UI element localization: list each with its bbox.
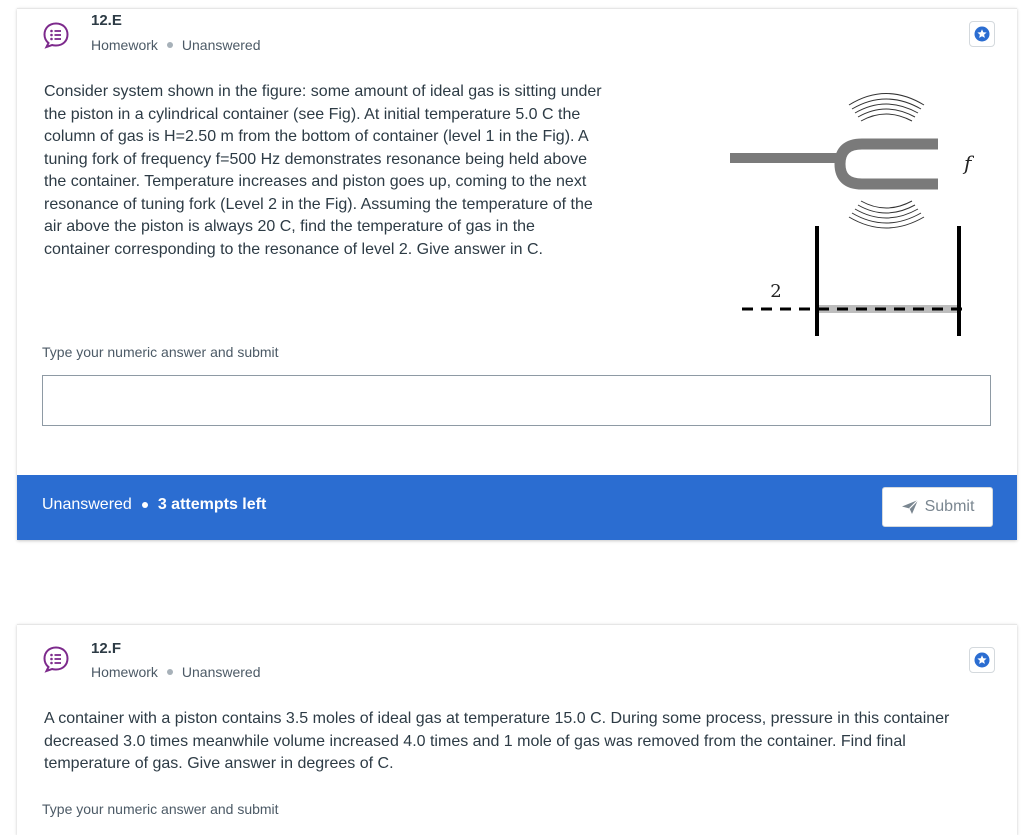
tuning-fork — [730, 144, 938, 184]
question-number: 12.E — [91, 12, 122, 29]
bookmark-button[interactable] — [969, 21, 995, 47]
question-list-icon — [42, 645, 70, 673]
question-type: Homework — [91, 664, 158, 680]
question-card-12f — [17, 624, 1017, 835]
question-card-12e — [17, 8, 1017, 540]
bookmark-button[interactable] — [969, 647, 995, 673]
separator-dot — [142, 502, 148, 508]
submit-button[interactable] — [882, 487, 993, 527]
attempt-status — [42, 496, 266, 514]
fork-label: f — [964, 151, 972, 175]
sound-waves-top — [849, 94, 924, 122]
submit-label: Submit — [924, 498, 975, 515]
question-status: Unanswered — [181, 664, 261, 680]
send-icon — [901, 499, 919, 515]
separator-dot — [167, 669, 173, 675]
answer-label: Type your numeric answer and submit — [42, 801, 279, 817]
sound-waves-bottom — [849, 201, 924, 228]
separator-dot — [167, 42, 173, 48]
question-text: A container with a piston contains 3.5 moles of ideal gas at temperature 15.0 C. During some process, pressure in this container decreased 3.0 times meanwhile volume increased 4.0 times and 1 mole of gas was removed from the container. Find final temperature of gas. Give answer in degrees of C. — [44, 710, 950, 772]
status-bar — [17, 475, 1017, 540]
level-label: 2 — [770, 281, 782, 302]
tuning-fork-figure — [712, 84, 974, 336]
question-number: 12.F — [91, 640, 122, 657]
question-text: Consider system shown in the figure: some amount of ideal gas is sitting under the piston in a cylindrical container (see Fig). At initial temperature 5.0 C the column of gas is H=2.50 m from the bottom of container (level 1 in the Fig). A tuning fork of frequency f=500 Hz demonstrates resonance being held above the container. Temperature increases and piston goes up, coming to the next resonance of tuning fork (Level 2 in the Fig). Assuming the temperature of the air above the piston is always 20 C, find the temperature of gas in the container corresponding to the resonance of level 2. Give answer in C. — [44, 83, 602, 258]
question-list-icon — [42, 21, 70, 49]
question-type: Homework — [91, 37, 158, 53]
answer-label: Type your numeric answer and submit — [42, 344, 279, 360]
question-meta — [91, 664, 261, 680]
question-meta — [91, 37, 261, 53]
footer-status: Unanswered — [42, 496, 132, 513]
question-status: Unanswered — [181, 37, 261, 53]
star-icon — [974, 652, 990, 668]
numeric-answer-input[interactable] — [42, 375, 991, 426]
star-icon — [974, 26, 990, 42]
attempts-left: 3 attempts left — [157, 496, 267, 513]
